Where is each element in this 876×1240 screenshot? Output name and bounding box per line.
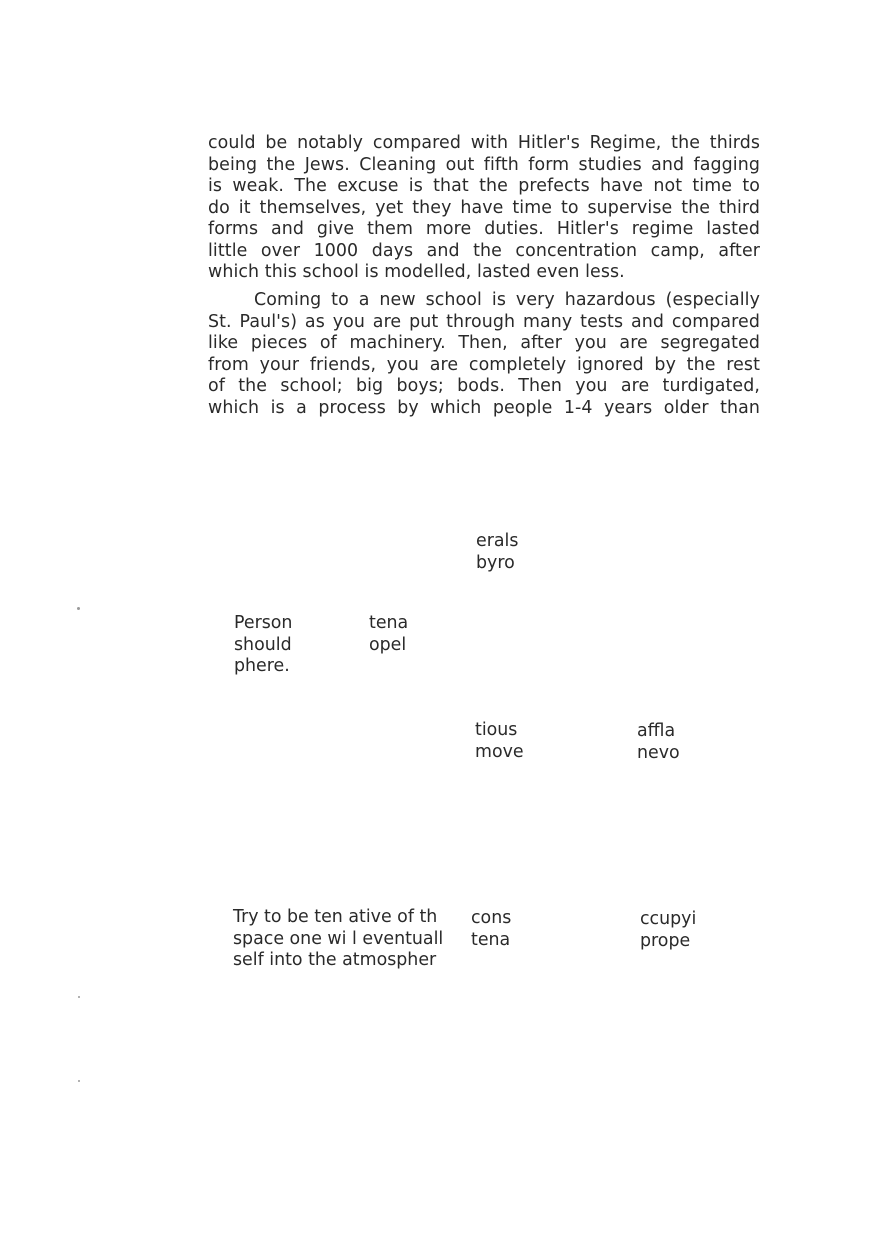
paragraph-line: do it themselves, yet they have time to supervise the third (208, 197, 760, 218)
scan-speck (78, 996, 80, 998)
text-fragment (475, 720, 524, 763)
text-fragment (476, 531, 518, 574)
paragraph-line: being the Jews. Cleaning out fifth form studies and fagging (208, 154, 760, 175)
fragment-line: ccupyi (640, 909, 697, 929)
text-fragment (637, 721, 680, 764)
fragment-line: tena (369, 613, 409, 633)
fragment-line: cons (471, 908, 512, 928)
paragraph-line: of the school; big boys; bods. Then you are turdigated, (208, 376, 760, 396)
fragment-line: should (234, 634, 292, 655)
fragment-line: space one wi l eventuall (233, 928, 444, 949)
scan-speck (78, 1080, 80, 1082)
paragraph-line: which is a process by which people 1-4 years older than (208, 397, 760, 418)
paragraph-line: from your friends, you are completely ignored by the rest (208, 354, 760, 375)
fragment-line: affla (637, 721, 676, 741)
fragment-line: prope (640, 930, 691, 951)
paragraph-line: which this school is modelled, lasted even less. (208, 262, 625, 282)
paragraph-line: Coming to a new school is very hazardous (especially (254, 290, 760, 310)
paragraph-line: like pieces of machinery. Then, after you are segregated (208, 333, 760, 353)
fragment-line: Try to be ten ative of th (233, 907, 438, 927)
fragment-line: tious (475, 720, 518, 740)
paragraph-2 (208, 290, 760, 419)
fragment-line: move (475, 741, 524, 762)
text-fragment (369, 613, 408, 656)
paragraph-line: forms and give them more duties. Hitler's regime lasted (208, 219, 760, 239)
text-fragment (234, 613, 292, 678)
fragment-line: opel (369, 634, 407, 655)
paragraph-1 (208, 133, 760, 284)
scan-speck (77, 607, 80, 610)
paragraph-line: could be notably compared with Hitler's Regime, the thirds (208, 133, 760, 153)
fragment-line: self into the atmospher (233, 950, 437, 970)
fragment-line: byro (476, 552, 515, 573)
text-fragment (640, 909, 696, 952)
fragment-line: erals (476, 531, 519, 551)
paragraph-line: little over 1000 days and the concentration camp, after (208, 240, 760, 261)
paragraph-line: is weak. The excuse is that the prefects have not time to (208, 176, 760, 196)
text-fragment (233, 907, 443, 972)
fragment-line: phere. (234, 656, 290, 676)
paragraph-line: St. Paul's) as you are put through many tests and compared (208, 311, 760, 332)
fragment-line: nevo (637, 742, 680, 763)
fragment-line: tena (471, 929, 511, 950)
fragment-line: Person (234, 613, 293, 633)
text-fragment (471, 908, 511, 951)
